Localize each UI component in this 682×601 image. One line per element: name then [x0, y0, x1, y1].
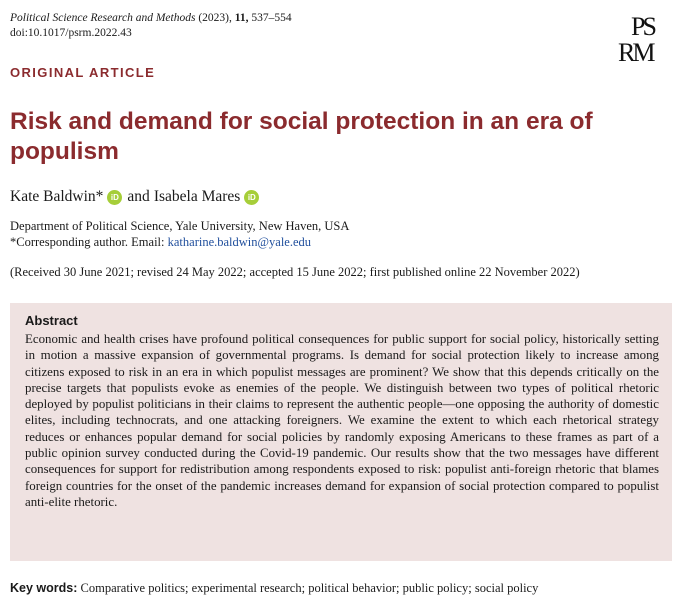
- journal-citation: [10, 11, 292, 26]
- logo-text-top: PS: [631, 12, 654, 41]
- orcid-icon[interactable]: iD: [244, 190, 259, 205]
- affiliation: Department of Political Science, Yale University, New Haven, USA: [10, 219, 350, 233]
- abstract-text: Economic and health crises have profound political consequences for public support for social policy, historically setting in motion a massive expansion of governmental programs. Is demand for social protection likely to increase among citizens exposed to risk in an era in which populist messages are prominent? We show that this depends critically on the precise targets that populists evoke as enemies of the people. We distinguish between two types of political rhetoric deployed by populist politicians in their claims to represent the authentic people—one opposing the authority of domestic elites, including technocrats, and one attacking foreigners. We examine the extent to which each rhetorical strategy reduces or enhances popular demand for social policies by randomly exposing Americans to these frames as part of a public opinion survey conducted during the Covid-19 pandemic. Our results show that the two messages have different consequences for support for redistribution among respondents exposed to risk: populist anti-foreign rhetoric that blames foreign countries for the onset of the pandemic increases demand for expansion of social protection compared to populist anti-elite rhetoric.: [25, 332, 659, 509]
- received-dates: (Received 30 June 2021; revised 24 May 2022; accepted 15 June 2022; first published online 22 November 2022): [10, 265, 580, 279]
- corresponding-label: *Corresponding author. Email:: [10, 235, 165, 249]
- keywords-list: Comparative politics; experimental research; political behavior; public policy; social policy: [80, 581, 539, 595]
- psrm-logo: [616, 12, 672, 64]
- corresponding-author: [10, 234, 311, 250]
- article-type: ORIGINAL ARTICLE: [10, 65, 156, 80]
- journal-name: Political Science Research and Methods: [10, 12, 196, 24]
- keywords-label: Key words:: [10, 581, 78, 595]
- journal-year: (2023),: [198, 12, 232, 24]
- author-name[interactable]: Isabela Mares: [153, 188, 241, 205]
- keywords: [10, 580, 538, 596]
- author-name[interactable]: Kate Baldwin*: [10, 188, 104, 205]
- doi[interactable]: doi:10.1017/psrm.2022.43: [10, 27, 132, 39]
- abstract-box: [10, 303, 672, 561]
- article-title: Risk and demand for social protection in an era of populism: [10, 108, 593, 165]
- journal-volume: 11,: [234, 12, 249, 24]
- authors-joiner: and: [127, 188, 150, 205]
- logo-text-bottom: RM: [618, 38, 653, 64]
- author-list: [10, 187, 264, 207]
- orcid-icon[interactable]: iD: [107, 190, 122, 205]
- email-link[interactable]: katharine.baldwin@yale.edu: [167, 235, 312, 249]
- abstract-heading: Abstract: [25, 313, 78, 328]
- journal-pages: 537–554: [251, 12, 292, 24]
